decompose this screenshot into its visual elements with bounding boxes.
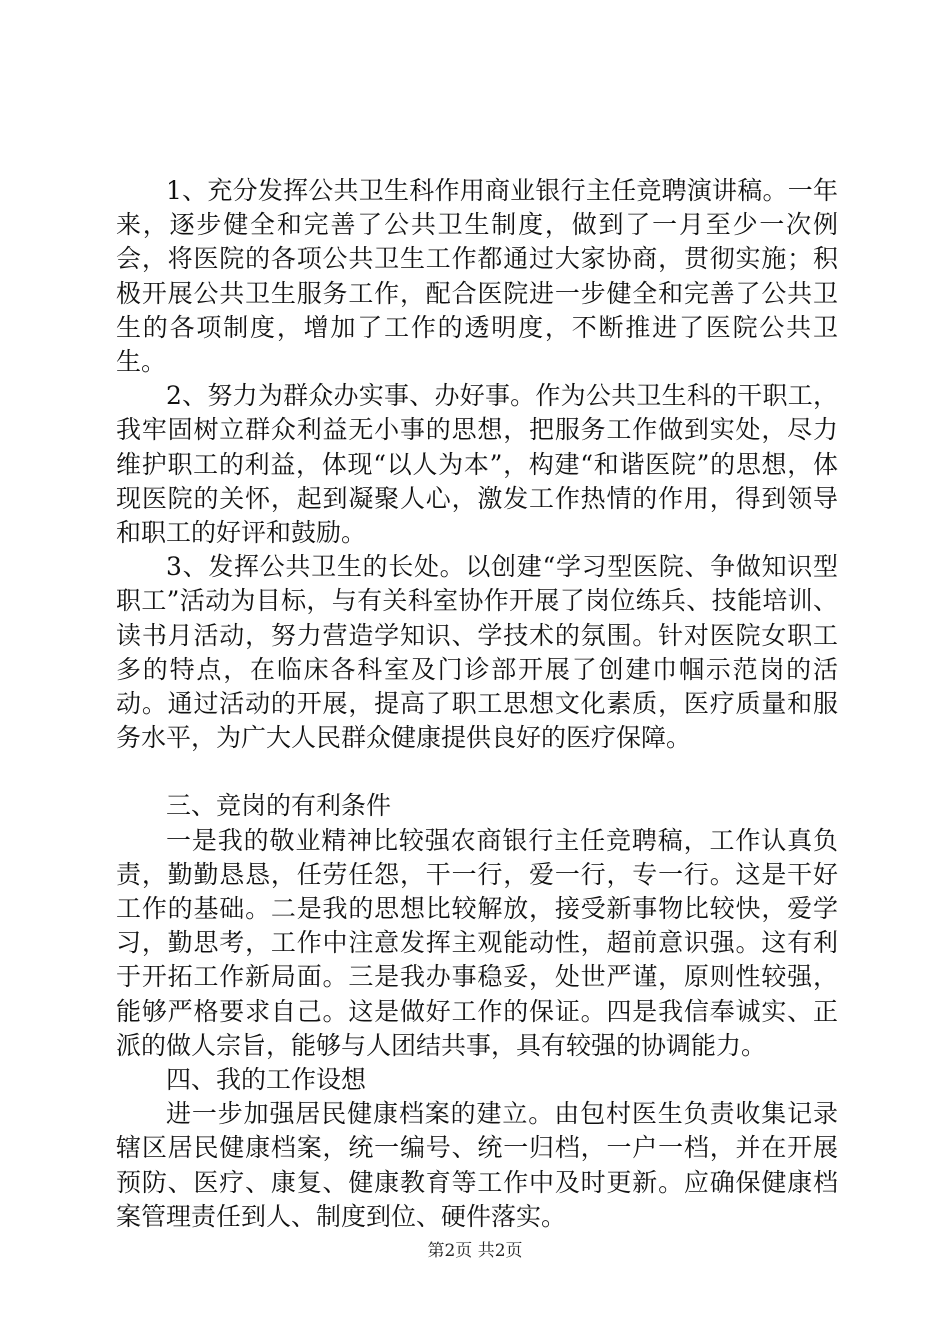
section-heading-work-plan: 四、我的工作设想 <box>166 1065 367 1095</box>
paragraph-strengths: 3、发挥公共卫生的长处。以创建“学习型医院、争做知识型职工”活动为目标，与有关科室协作开展了岗位练兵、技能培训、读书月活动，努力营造学知识、学技术的氛围。针对医院女职工多的特点，在临床各科室及门诊部开展了创建巾帼示范岗的活动。通过活动的开展，提高了职工思想文化素质，医疗质量和服务水平，为广大人民群众健康提供良好的医疗保障。 <box>116 552 838 753</box>
page-number-footer: 第2页 共2页 <box>427 1241 523 1261</box>
paragraph-public-health-role: 1、充分发挥公共卫生科作用商业银行主任竞聘演讲稿。一年来，逐步健全和完善了公共卫生制度，做到了一月至少一次例会，将医院的各项公共卫生工作都通过大家协商，贯彻实施；积极开展公共卫生服务工作，配合医院进一步健全和完善了公共卫生的各项制度，增加了工作的透明度，不断推进了医院公共卫生。 <box>116 176 838 377</box>
paragraph-advantages: 一是我的敬业精神比较强农商银行主任竞聘稿，工作认真负责，勤勤恳恳，任劳任怨，干一行，爱一行，专一行。这是干好工作的基础。二是我的思想比较解放，接受新事物比较快，爱学习，勤思考，工作中注意发挥主观能动性，超前意识强。这有利于开拓工作新局面。三是我办事稳妥，处世严谨，原则性较强，能够严格要求自己。这是做好工作的保证。四是我信奉诚实、正派的做人宗旨，能够与人团结共事，具有较强的协调能力。 <box>116 825 838 1060</box>
paragraph-spacer <box>116 755 838 789</box>
paragraph-serve-masses: 2、努力为群众办实事、办好事。作为公共卫生科的干职工，我牢固树立群众利益无小事的思想，把服务工作做到实处，尽力维护职工的利益，体现“以人为本”，构建“和谐医院”的思想，体现医院的关怀，起到凝聚人心，激发工作热情的作用，得到领导和职工的好评和鼓励。 <box>116 381 838 548</box>
section-heading-advantages: 三、竞岗的有利条件 <box>166 791 392 821</box>
paragraph-work-plan: 进一步加强居民健康档案的建立。由包村医生负责收集记录辖区居民健康档案，统一编号、统一归档，一户一档，并在开展预防、医疗、康复、健康教育等工作中及时更新。应确保健康档案管理责任到人、制度到位、硬件落实。 <box>116 1099 838 1231</box>
document-body <box>116 174 838 1234</box>
